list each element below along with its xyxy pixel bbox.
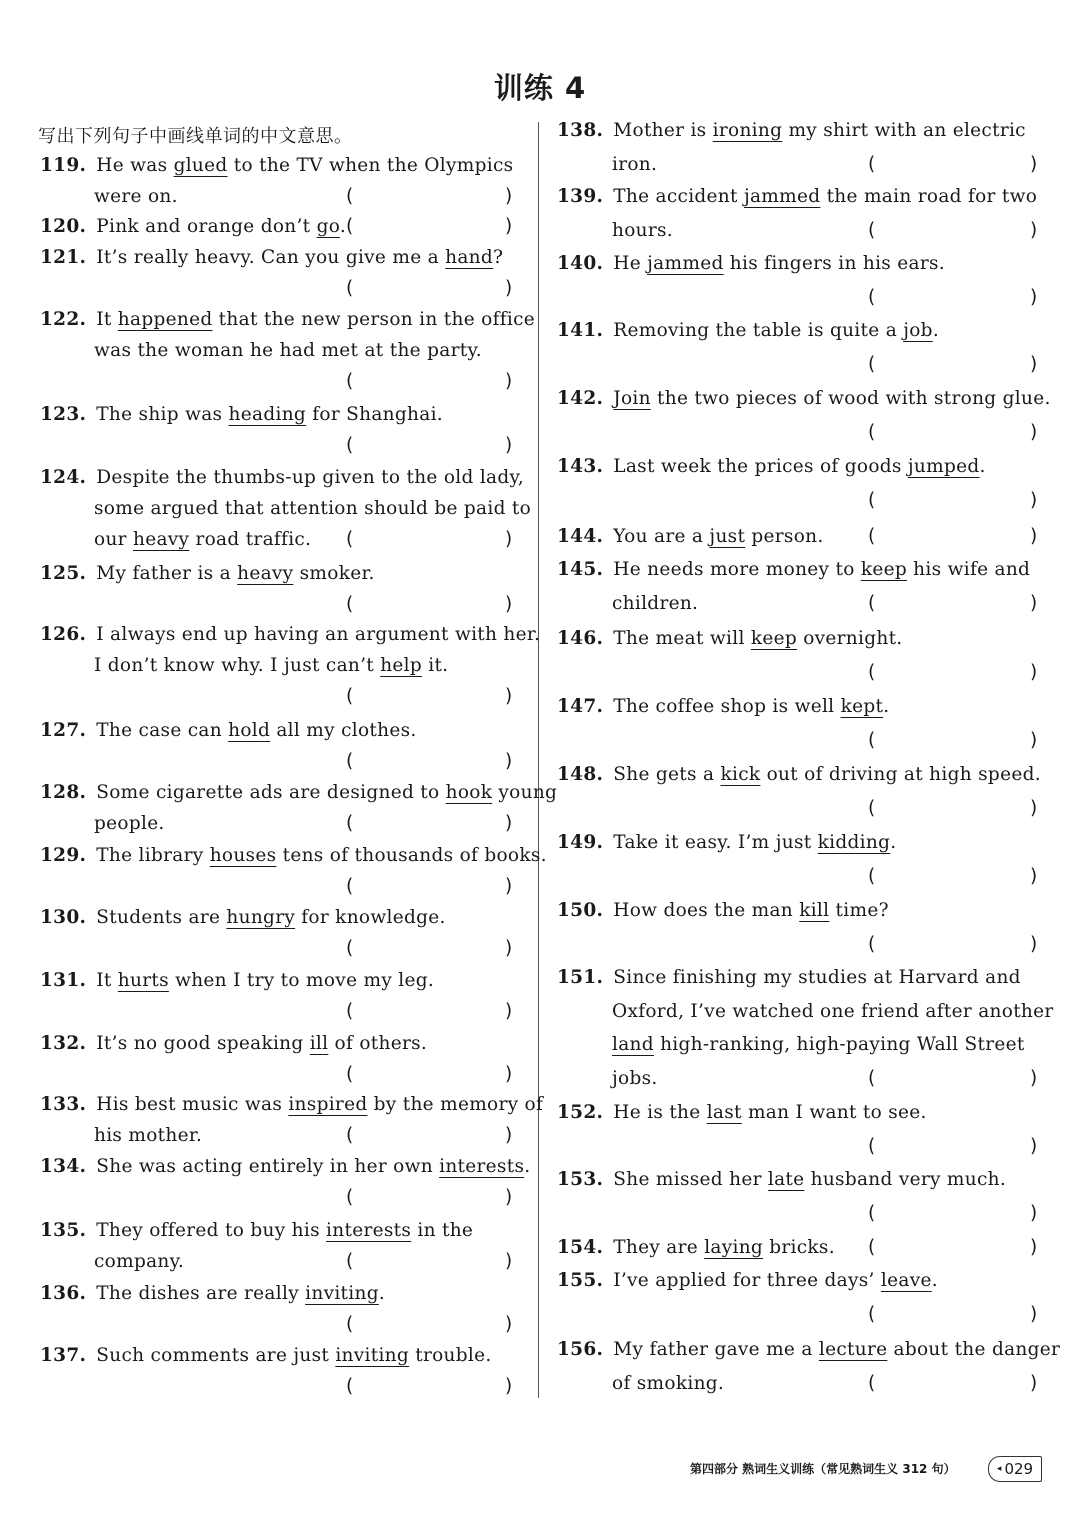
item-line (557, 628, 902, 649)
page-number-badge (988, 1456, 1042, 1482)
item-continuation: children. (612, 592, 699, 614)
item-number: 124. (40, 467, 87, 488)
item-line (557, 1237, 835, 1258)
underlined-word: keep (860, 559, 907, 580)
answer-paren-close: ) (1030, 421, 1038, 443)
item-text: You are a (613, 526, 710, 547)
answer-paren-open: ( (868, 219, 876, 241)
answer-paren-close: ) (1030, 489, 1038, 511)
item-line (557, 1169, 1006, 1190)
item-text: the main road for two (820, 186, 1038, 207)
page-number: 029 (1004, 1460, 1034, 1478)
underlined-word: hurts (117, 970, 169, 991)
item-text: He is the (613, 1102, 707, 1123)
answer-paren-close: ) (1030, 153, 1038, 175)
item-text: The meat will (613, 628, 751, 649)
answer-paren-open: ( (346, 1187, 354, 1208)
item-text: He was (96, 155, 174, 176)
answer-paren-close: ) (505, 1314, 513, 1335)
item-text: his fingers in his ears. (723, 253, 945, 274)
answer-paren-open: ( (868, 865, 876, 887)
answer-paren-close: ) (1030, 1372, 1038, 1394)
answer-paren-open: ( (868, 1303, 876, 1325)
item-text: My father is a (96, 563, 238, 584)
answer-paren-open: ( (346, 435, 354, 456)
underlined-word: heading (228, 404, 307, 425)
answer-paren-open: ( (346, 751, 354, 772)
answer-paren-open: ( (346, 1314, 354, 1335)
item-text: Pink and orange don’t (96, 216, 317, 237)
item-line (40, 1220, 473, 1241)
item-text: about the danger (887, 1339, 1061, 1360)
underlined-word: heavy (132, 529, 190, 550)
item-line (557, 526, 824, 547)
page-title: 训练 4 (493, 71, 587, 105)
underlined-word: keep (750, 628, 798, 649)
item-line (557, 1102, 927, 1123)
underlined-word: help (380, 655, 423, 676)
item-text: How does the man (613, 900, 800, 921)
item-line (40, 563, 375, 584)
item-text: It (96, 309, 118, 330)
item-line (40, 1283, 385, 1304)
item-line (557, 764, 1041, 785)
item-number: 126. (40, 624, 87, 645)
answer-paren-open: ( (868, 1202, 876, 1224)
answer-paren-close: ) (1030, 729, 1038, 751)
item-line (557, 456, 986, 477)
item-text: Mother is (613, 120, 713, 141)
item-number: 154. (557, 1237, 604, 1258)
item-text: . (883, 696, 890, 717)
item-number: 149. (557, 832, 604, 853)
item-text: The case can (96, 720, 229, 741)
item-number: 144. (557, 526, 604, 547)
item-line (40, 404, 443, 425)
item-line (557, 388, 1051, 409)
item-continuation (612, 1034, 1025, 1055)
answer-paren-open: ( (868, 797, 876, 819)
item-text: Since finishing my studies at Harvard and (613, 967, 1021, 988)
item-continuation: people. (94, 813, 165, 834)
item-number: 125. (40, 563, 87, 584)
item-line (557, 320, 939, 341)
item-line (557, 120, 1026, 141)
item-line (40, 1033, 427, 1054)
underlined-word: inspired (288, 1094, 368, 1115)
item-line (40, 247, 503, 268)
item-line (557, 1339, 1060, 1360)
item-text: . (339, 216, 347, 237)
answer-paren-open: ( (868, 1237, 876, 1258)
answer-paren-close: ) (1030, 219, 1038, 241)
item-text: . (932, 320, 940, 341)
item-line (40, 907, 446, 928)
answer-paren-close: ) (1030, 1237, 1038, 1258)
answer-paren-close: ) (1030, 286, 1038, 308)
item-number: 141. (557, 320, 604, 341)
item-text: time? (829, 900, 889, 921)
item-text: Students are (96, 907, 227, 928)
item-text: to the TV when the Olympics (227, 155, 514, 176)
item-number: 140. (557, 253, 604, 274)
item-text: that the new person in the office (212, 309, 536, 330)
answer-paren-open: ( (868, 1067, 876, 1089)
item-text: overnight. (797, 628, 903, 649)
item-text: our (94, 529, 133, 550)
item-text: for Shanghai. (306, 404, 443, 425)
item-line (40, 720, 417, 741)
answer-paren-open: ( (346, 938, 354, 959)
item-line (40, 216, 346, 237)
item-text: when I try to move my leg. (168, 970, 435, 991)
item-text: his wife and (907, 559, 1031, 580)
item-number: 139. (557, 186, 604, 207)
item-line (557, 696, 889, 717)
item-text: I don’t know why. I just can’t (94, 655, 381, 676)
answer-paren-open: ( (346, 1376, 354, 1397)
item-text: . (524, 1156, 531, 1177)
item-continuation: hours. (612, 219, 673, 241)
answer-paren-open: ( (346, 216, 354, 237)
answer-paren-close: ) (1030, 1135, 1038, 1157)
item-text: Some cigarette ads are designed to (96, 782, 446, 803)
answer-paren-open: ( (868, 661, 876, 683)
item-number: 123. (40, 404, 87, 425)
item-text: high-ranking, high-paying Wall Street (653, 1034, 1025, 1055)
item-text: it. (422, 655, 449, 676)
answer-paren-close: ) (505, 529, 513, 550)
underlined-word: lecture (818, 1339, 888, 1360)
item-number: 151. (557, 967, 604, 988)
item-text: It (96, 970, 118, 991)
item-text: The library (96, 845, 210, 866)
underlined-word: land (612, 1034, 654, 1055)
answer-paren-open: ( (346, 813, 354, 834)
item-continuation: some argued that attention should be paid to (94, 498, 532, 519)
item-line (40, 467, 524, 488)
answer-paren-open: ( (346, 371, 354, 392)
underlined-word: jammed (647, 253, 724, 274)
item-text: He needs more money to (613, 559, 861, 580)
item-line (557, 832, 896, 853)
item-number: 138. (557, 120, 604, 141)
underlined-word: heavy (237, 563, 294, 584)
item-number: 122. (40, 309, 87, 330)
item-number: 148. (557, 764, 604, 785)
item-text: It’s no good speaking (96, 1033, 310, 1054)
item-text: ? (493, 247, 504, 268)
item-line (40, 782, 557, 803)
item-line (40, 1345, 492, 1366)
item-continuation: iron. (612, 153, 658, 175)
underlined-word: Join (613, 388, 651, 409)
underlined-word: happened (117, 309, 213, 330)
answer-paren-close: ) (1030, 353, 1038, 375)
underlined-word: glued (173, 155, 228, 176)
answer-paren-open: ( (868, 1135, 876, 1157)
underlined-word: go (316, 216, 340, 237)
item-line (40, 1094, 543, 1115)
answer-paren-close: ) (1030, 1202, 1038, 1224)
answer-paren-close: ) (505, 1064, 513, 1085)
answer-paren-open: ( (346, 1064, 354, 1085)
answer-paren-close: ) (505, 435, 513, 456)
item-text: husband very much. (804, 1169, 1007, 1190)
underlined-word: jammed (743, 186, 821, 207)
underlined-word: kidding (817, 832, 891, 853)
answer-paren-close: ) (1030, 592, 1038, 614)
item-line (557, 559, 1030, 580)
item-text: . (931, 1270, 938, 1291)
item-text: I always end up having an argument with her. (96, 624, 541, 645)
item-line (40, 1156, 530, 1177)
item-continuation: was the woman he had met at the party. (94, 340, 482, 361)
answer-paren-open: ( (868, 1372, 876, 1394)
answer-paren-open: ( (868, 526, 876, 547)
answer-paren-close: ) (505, 813, 513, 834)
answer-paren-close: ) (505, 686, 513, 707)
item-continuation: company. (94, 1251, 185, 1272)
item-text: young (492, 782, 558, 803)
underlined-word: hungry (226, 907, 296, 928)
answer-paren-open: ( (346, 594, 354, 615)
underlined-word: inviting (305, 1283, 379, 1304)
item-continuation: of smoking. (612, 1372, 725, 1394)
item-number: 147. (557, 696, 604, 717)
underlined-word: just (709, 526, 746, 547)
item-number: 142. (557, 388, 604, 409)
instruction: 写出下列句子中画线单词的中文意思。 (38, 126, 353, 147)
underlined-word: kill (799, 900, 830, 921)
item-number: 129. (40, 845, 87, 866)
item-line (557, 900, 889, 921)
answer-paren-close: ) (1030, 1303, 1038, 1325)
underlined-word: job (903, 320, 933, 341)
item-number: 136. (40, 1283, 87, 1304)
answer-paren-open: ( (346, 1125, 354, 1146)
underlined-word: inviting (335, 1345, 410, 1366)
item-text: . (890, 832, 897, 853)
underlined-word: hold (228, 720, 271, 741)
answer-paren-close: ) (1030, 933, 1038, 955)
item-line (557, 253, 945, 274)
item-text: They are (613, 1237, 705, 1258)
item-text: My father gave me a (613, 1339, 819, 1360)
item-number: 131. (40, 970, 87, 991)
item-continuation (94, 655, 448, 676)
answer-paren-open: ( (868, 153, 876, 175)
item-text: The ship was (96, 404, 229, 425)
answer-paren-close: ) (505, 751, 513, 772)
item-text: the two pieces of wood with strong glue. (650, 388, 1051, 409)
item-number: 135. (40, 1220, 87, 1241)
item-text: Last week the prices of goods (613, 456, 908, 477)
item-number: 146. (557, 628, 604, 649)
item-number: 134. (40, 1156, 87, 1177)
item-text: in the (411, 1220, 474, 1241)
underlined-word: hook (445, 782, 493, 803)
item-continuation: were on. (94, 186, 178, 207)
underlined-word: interests (439, 1156, 525, 1177)
answer-paren-open: ( (868, 592, 876, 614)
item-number: 128. (40, 782, 87, 803)
item-text: person. (745, 526, 824, 547)
answer-paren-close: ) (1030, 865, 1038, 887)
item-text: . (979, 456, 986, 477)
item-text: trouble. (409, 1345, 492, 1366)
item-text: smoker. (293, 563, 375, 584)
answer-paren-open: ( (346, 686, 354, 707)
answer-paren-open: ( (868, 421, 876, 443)
item-text: of others. (328, 1033, 428, 1054)
answer-paren-close: ) (505, 876, 513, 897)
item-text: His best music was (96, 1094, 289, 1115)
item-number: 155. (557, 1270, 604, 1291)
item-number: 133. (40, 1094, 87, 1115)
answer-paren-close: ) (1030, 526, 1038, 547)
underlined-word: hand (445, 247, 494, 268)
answer-paren-open: ( (346, 529, 354, 550)
item-number: 132. (40, 1033, 87, 1054)
answer-paren-close: ) (505, 278, 513, 299)
item-line (40, 155, 513, 176)
item-text: The accident (613, 186, 744, 207)
item-continuation: his mother. (94, 1125, 203, 1146)
underlined-word: leave (880, 1270, 932, 1291)
answer-paren-open: ( (868, 489, 876, 511)
underlined-word: jumped (907, 456, 980, 477)
item-number: 150. (557, 900, 604, 921)
item-text: They offered to buy his (96, 1220, 327, 1241)
column-divider (538, 122, 539, 1398)
item-number: 153. (557, 1169, 604, 1190)
answer-paren-open: ( (868, 729, 876, 751)
item-text: bricks. (763, 1237, 835, 1258)
item-text: She missed her (613, 1169, 768, 1190)
underlined-word: laying (704, 1237, 764, 1258)
answer-paren-open: ( (346, 876, 354, 897)
answer-paren-close: ) (505, 938, 513, 959)
item-text: my shirt with an electric (782, 120, 1026, 141)
item-line (40, 624, 540, 645)
item-text: Removing the table is quite a (613, 320, 904, 341)
item-line (557, 967, 1021, 988)
item-line (40, 970, 434, 991)
item-text: Such comments are just (96, 1345, 336, 1366)
item-text: It’s really heavy. Can you give me a (96, 247, 446, 268)
answer-paren-close: ) (505, 371, 513, 392)
answer-paren-open: ( (346, 1251, 354, 1272)
answer-paren-open: ( (346, 1001, 354, 1022)
underlined-word: interests (326, 1220, 412, 1241)
item-text: She gets a (613, 764, 721, 785)
item-continuation: jobs. (612, 1067, 658, 1089)
underlined-word: kept (840, 696, 884, 717)
answer-paren-close: ) (505, 186, 513, 207)
item-number: 120. (40, 216, 87, 237)
item-text: all my clothes. (270, 720, 417, 741)
item-number: 130. (40, 907, 87, 928)
answer-paren-close: ) (1030, 1067, 1038, 1089)
item-text: man I want to see. (741, 1102, 927, 1123)
answer-paren-close: ) (1030, 797, 1038, 819)
item-text: for knowledge. (295, 907, 446, 928)
item-number: 145. (557, 559, 604, 580)
item-text: The dishes are really (96, 1283, 306, 1304)
underlined-word: houses (209, 845, 277, 866)
item-text: . (378, 1283, 386, 1304)
answer-paren-close: ) (505, 1001, 513, 1022)
answer-paren-open: ( (868, 353, 876, 375)
item-text: She was acting entirely in her own (96, 1156, 440, 1177)
item-continuation: Oxford, I’ve watched one friend after another (612, 1000, 1054, 1022)
item-number: 137. (40, 1345, 87, 1366)
item-text: by the memory of (367, 1094, 544, 1115)
item-text: road traffic. (189, 529, 312, 550)
item-number: 121. (40, 247, 87, 268)
answer-paren-close: ) (1030, 661, 1038, 683)
item-line (40, 309, 535, 330)
answer-paren-close: ) (505, 216, 513, 237)
item-text: Take it easy. I’m just (613, 832, 818, 853)
answer-paren-open: ( (346, 186, 354, 207)
item-continuation (94, 529, 311, 550)
item-text: He (613, 253, 648, 274)
answer-paren-close: ) (505, 594, 513, 615)
footer-caption: 第四部分 熟词生义训练（常见熟词生义 312 句） (690, 1462, 956, 1476)
item-text: The coffee shop is well (613, 696, 841, 717)
answer-paren-close: ) (505, 1376, 513, 1397)
item-number: 127. (40, 720, 87, 741)
item-text: Despite the thumbs-up given to the old lady, (96, 467, 524, 488)
underlined-word: last (706, 1102, 742, 1123)
item-line (557, 1270, 938, 1291)
item-number: 156. (557, 1339, 604, 1360)
item-number: 143. (557, 456, 604, 477)
item-text: I’ve applied for three days’ (613, 1270, 881, 1291)
item-line (557, 186, 1037, 207)
item-text: tens of thousands of books. (276, 845, 547, 866)
item-number: 152. (557, 1102, 604, 1123)
item-line (40, 845, 547, 866)
answer-paren-open: ( (346, 278, 354, 299)
underlined-word: kick (720, 764, 761, 785)
item-number: 119. (40, 155, 87, 176)
underlined-word: ill (309, 1033, 329, 1054)
underlined-word: late (767, 1169, 805, 1190)
item-text: out of driving at high speed. (760, 764, 1041, 785)
answer-paren-close: ) (505, 1251, 513, 1272)
answer-paren-close: ) (505, 1187, 513, 1208)
arrow-left-icon: ◂ (996, 1464, 1002, 1474)
underlined-word: ironing (712, 120, 783, 141)
answer-paren-close: ) (505, 1125, 513, 1146)
answer-paren-open: ( (868, 933, 876, 955)
answer-paren-open: ( (868, 286, 876, 308)
